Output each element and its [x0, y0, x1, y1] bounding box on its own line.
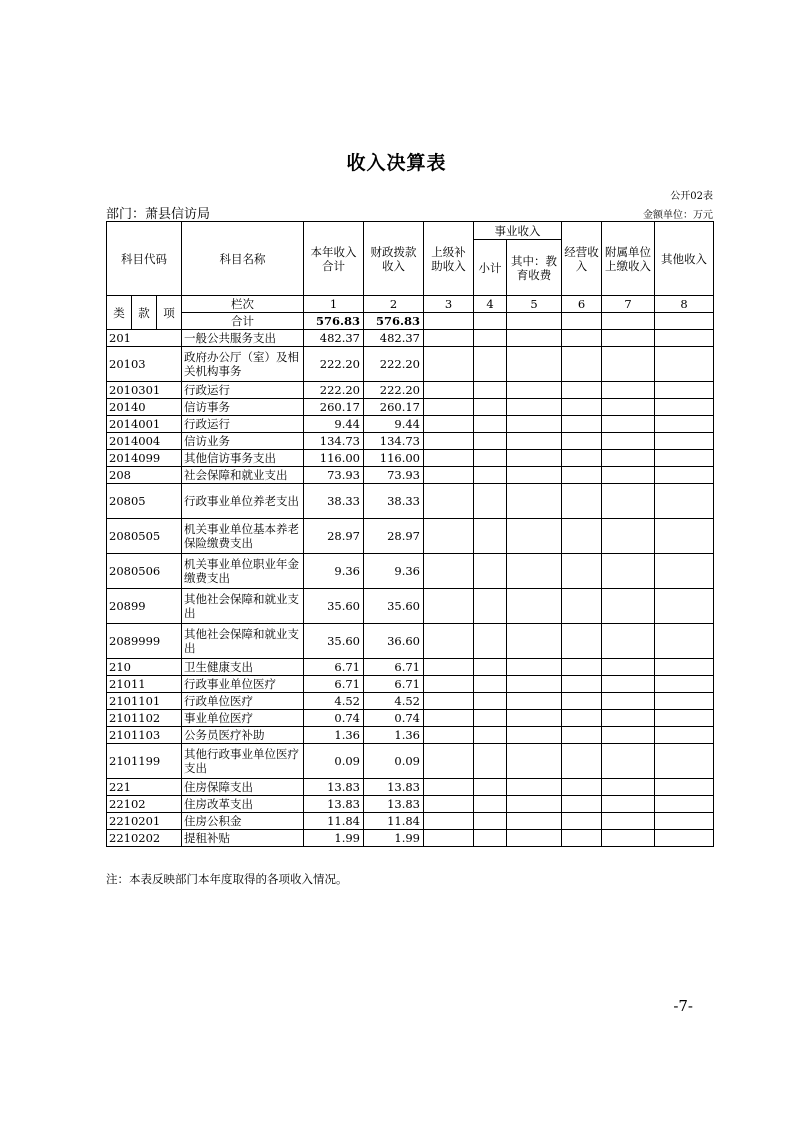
empty-cell [655, 467, 714, 484]
row-name: 信访事务 [182, 399, 304, 416]
empty-cell [562, 779, 602, 796]
empty-cell [474, 676, 507, 693]
row-code: 2210201 [107, 813, 182, 830]
empty-cell [507, 659, 562, 676]
empty-cell [424, 779, 474, 796]
empty-cell [655, 433, 714, 450]
row-name: 公务员医疗补助 [182, 727, 304, 744]
empty-cell [507, 744, 562, 779]
empty-cell [507, 382, 562, 399]
empty-cell [474, 779, 507, 796]
empty-cell [602, 382, 655, 399]
table-row [107, 727, 714, 744]
row-name: 住房公积金 [182, 813, 304, 830]
table-note: 注：本表反映部门本年度取得的各项收入情况。 [106, 872, 348, 886]
empty-cell [507, 676, 562, 693]
empty-cell [424, 347, 474, 382]
empty-cell [424, 433, 474, 450]
row-total: 35.60 [304, 589, 364, 624]
row-code: 2014004 [107, 433, 182, 450]
empty-cell [424, 399, 474, 416]
empty-cell [562, 554, 602, 589]
row-total: 73.93 [304, 467, 364, 484]
empty-cell [424, 519, 474, 554]
row-total: 0.09 [304, 744, 364, 779]
empty-cell [424, 710, 474, 727]
empty-cell [562, 676, 602, 693]
column-label: 栏次 [182, 296, 304, 313]
empty-cell [562, 484, 602, 519]
header-xiang: 项 [157, 296, 182, 330]
empty-cell [655, 624, 714, 659]
page-number: -7- [673, 997, 693, 1015]
table-row [107, 433, 714, 450]
row-name: 一般公共服务支出 [182, 330, 304, 347]
empty-cell [602, 399, 655, 416]
empty-cell [424, 744, 474, 779]
header-operating: 经营收入 [562, 222, 602, 296]
row-code: 210 [107, 659, 182, 676]
row-name: 行政事业单位医疗 [182, 676, 304, 693]
total-income-value: 576.83 [304, 313, 364, 330]
header-education: 其中：教育收费 [507, 240, 562, 296]
total-fiscal-value: 576.83 [364, 313, 424, 330]
empty-cell [655, 693, 714, 710]
row-code: 2014001 [107, 416, 182, 433]
col-num: 7 [602, 296, 655, 313]
empty-cell [655, 399, 714, 416]
table-row [107, 416, 714, 433]
empty-cell [474, 796, 507, 813]
col-num: 6 [562, 296, 602, 313]
empty-cell [507, 830, 562, 847]
empty-cell [602, 659, 655, 676]
empty-cell [562, 727, 602, 744]
row-code: 22102 [107, 796, 182, 813]
row-fiscal: 36.60 [364, 624, 424, 659]
page-title: 收入决算表 [346, 152, 447, 174]
header-business-group: 事业收入 [474, 222, 562, 240]
col-num: 4 [474, 296, 507, 313]
empty-cell [507, 519, 562, 554]
table-row [107, 382, 714, 399]
table-row [107, 779, 714, 796]
row-code: 2080506 [107, 554, 182, 589]
empty-cell [474, 484, 507, 519]
row-fiscal: 11.84 [364, 813, 424, 830]
empty-cell [474, 399, 507, 416]
row-fiscal: 9.36 [364, 554, 424, 589]
table-row [107, 659, 714, 676]
row-fiscal: 134.73 [364, 433, 424, 450]
empty-cell [562, 624, 602, 659]
table-row [107, 624, 714, 659]
table-row [107, 813, 714, 830]
empty-cell [424, 554, 474, 589]
department-label: 部门：萧县信访局 [106, 207, 211, 222]
empty-cell [562, 830, 602, 847]
row-name: 行政单位医疗 [182, 693, 304, 710]
row-code: 2210202 [107, 830, 182, 847]
empty-cell [602, 416, 655, 433]
empty-cell [602, 779, 655, 796]
row-code: 2014099 [107, 450, 182, 467]
empty-cell [602, 589, 655, 624]
header-name: 科目名称 [182, 222, 304, 296]
row-total: 35.60 [304, 624, 364, 659]
empty-cell [602, 710, 655, 727]
empty-cell [474, 433, 507, 450]
empty-cell [602, 676, 655, 693]
empty-cell [474, 589, 507, 624]
empty-cell [424, 676, 474, 693]
row-total: 482.37 [304, 330, 364, 347]
header-class: 类 [107, 296, 132, 330]
row-code: 201 [107, 330, 182, 347]
table-row [107, 796, 714, 813]
col-num: 5 [507, 296, 562, 313]
header-affiliated: 附属单位上缴收入 [602, 222, 655, 296]
empty-cell [507, 624, 562, 659]
row-total: 11.84 [304, 813, 364, 830]
empty-cell [424, 659, 474, 676]
empty-cell [562, 433, 602, 450]
empty-cell [602, 554, 655, 589]
row-name: 机关事业单位基本养老保险缴费支出 [182, 519, 304, 554]
empty-cell [602, 727, 655, 744]
row-code: 2101102 [107, 710, 182, 727]
table-row [107, 484, 714, 519]
table-row [107, 450, 714, 467]
row-name: 其他行政事业单位医疗支出 [182, 744, 304, 779]
empty-cell [562, 347, 602, 382]
empty-cell [474, 710, 507, 727]
row-name: 行政运行 [182, 382, 304, 399]
empty-cell [602, 830, 655, 847]
row-code: 20805 [107, 484, 182, 519]
row-code: 2080505 [107, 519, 182, 554]
empty-cell [602, 624, 655, 659]
row-total: 6.71 [304, 659, 364, 676]
table-row [107, 744, 714, 779]
empty-cell [562, 330, 602, 347]
empty-cell [424, 467, 474, 484]
row-total: 9.36 [304, 554, 364, 589]
row-total: 222.20 [304, 382, 364, 399]
row-code: 221 [107, 779, 182, 796]
form-number: 公开02表 [670, 191, 713, 202]
empty-cell [474, 450, 507, 467]
row-total: 13.83 [304, 779, 364, 796]
row-fiscal: 73.93 [364, 467, 424, 484]
empty-cell [655, 589, 714, 624]
empty-cell [562, 744, 602, 779]
empty-cell [507, 347, 562, 382]
empty-cell [562, 693, 602, 710]
row-fiscal: 28.97 [364, 519, 424, 554]
empty-cell [474, 659, 507, 676]
row-name: 政府办公厅（室）及相关机构事务 [182, 347, 304, 382]
empty-cell [655, 519, 714, 554]
empty-cell [655, 813, 714, 830]
empty-cell [507, 554, 562, 589]
row-fiscal: 6.71 [364, 659, 424, 676]
row-name: 住房改革支出 [182, 796, 304, 813]
empty-cell [424, 830, 474, 847]
empty-cell [562, 416, 602, 433]
table-row [107, 589, 714, 624]
row-code: 2101103 [107, 727, 182, 744]
col-num: 1 [304, 296, 364, 313]
empty-cell [507, 796, 562, 813]
row-total: 0.74 [304, 710, 364, 727]
empty-cell [424, 416, 474, 433]
col-num: 3 [424, 296, 474, 313]
header-code: 科目代码 [107, 222, 182, 296]
header-superior: 上级补助收入 [424, 222, 474, 296]
empty-cell [655, 727, 714, 744]
header-total-income: 本年收入合计 [304, 222, 364, 296]
empty-cell [602, 744, 655, 779]
empty-cell [474, 416, 507, 433]
empty-cell [474, 554, 507, 589]
table-row [107, 830, 714, 847]
empty-cell [655, 796, 714, 813]
header-other: 其他收入 [655, 222, 714, 296]
row-name: 其他社会保障和就业支出 [182, 589, 304, 624]
row-fiscal: 6.71 [364, 676, 424, 693]
col-num: 2 [364, 296, 424, 313]
empty-cell [474, 330, 507, 347]
empty-cell [424, 382, 474, 399]
table-row [107, 710, 714, 727]
row-code: 2089999 [107, 624, 182, 659]
empty-cell [562, 589, 602, 624]
table-row [107, 554, 714, 589]
table-row [107, 467, 714, 484]
row-name: 其他信访事务支出 [182, 450, 304, 467]
empty-cell [507, 467, 562, 484]
row-name: 行政运行 [182, 416, 304, 433]
empty-cell [424, 813, 474, 830]
empty-cell [655, 659, 714, 676]
empty-cell [424, 330, 474, 347]
row-name: 卫生健康支出 [182, 659, 304, 676]
row-name: 行政事业单位养老支出 [182, 484, 304, 519]
empty-cell [562, 399, 602, 416]
empty-cell [602, 796, 655, 813]
row-total: 6.71 [304, 676, 364, 693]
empty-cell [655, 830, 714, 847]
row-name: 信访业务 [182, 433, 304, 450]
empty-cell [424, 693, 474, 710]
row-fiscal: 1.99 [364, 830, 424, 847]
row-fiscal: 9.44 [364, 416, 424, 433]
empty-cell [655, 330, 714, 347]
row-fiscal: 222.20 [364, 382, 424, 399]
row-total: 38.33 [304, 484, 364, 519]
col-num: 8 [655, 296, 714, 313]
empty-cell [602, 347, 655, 382]
empty-cell [562, 519, 602, 554]
row-code: 20899 [107, 589, 182, 624]
row-total: 13.83 [304, 796, 364, 813]
empty-cell [562, 813, 602, 830]
row-name: 机关事业单位职业年金缴费支出 [182, 554, 304, 589]
empty-cell [424, 484, 474, 519]
row-fiscal: 1.36 [364, 727, 424, 744]
empty-cell [474, 744, 507, 779]
row-fiscal: 222.20 [364, 347, 424, 382]
empty-cell [655, 347, 714, 382]
empty-cell [562, 382, 602, 399]
row-total: 4.52 [304, 693, 364, 710]
empty-cell [655, 484, 714, 519]
empty-cell [424, 796, 474, 813]
empty-cell [424, 727, 474, 744]
row-fiscal: 0.74 [364, 710, 424, 727]
empty-cell [424, 450, 474, 467]
empty-cell [474, 830, 507, 847]
empty-cell [507, 779, 562, 796]
empty-cell [507, 693, 562, 710]
table-row [107, 399, 714, 416]
empty-cell [655, 450, 714, 467]
empty-cell [602, 519, 655, 554]
row-total: 116.00 [304, 450, 364, 467]
row-total: 1.36 [304, 727, 364, 744]
empty-cell [602, 693, 655, 710]
row-code: 20103 [107, 347, 182, 382]
row-fiscal: 13.83 [364, 796, 424, 813]
row-fiscal: 0.09 [364, 744, 424, 779]
amount-unit: 金额单位：万元 [643, 210, 713, 221]
empty-cell [474, 467, 507, 484]
table-row [107, 519, 714, 554]
empty-cell [507, 416, 562, 433]
row-total: 28.97 [304, 519, 364, 554]
row-code: 2101101 [107, 693, 182, 710]
empty-cell [655, 744, 714, 779]
row-fiscal: 35.60 [364, 589, 424, 624]
row-name: 住房保障支出 [182, 779, 304, 796]
empty-cell [562, 710, 602, 727]
empty-cell [507, 813, 562, 830]
row-code: 2010301 [107, 382, 182, 399]
empty-cell [602, 450, 655, 467]
row-fiscal: 116.00 [364, 450, 424, 467]
empty-cell [602, 330, 655, 347]
empty-cell [655, 710, 714, 727]
empty-cell [602, 467, 655, 484]
row-total: 260.17 [304, 399, 364, 416]
empty-cell [655, 554, 714, 589]
row-fiscal: 260.17 [364, 399, 424, 416]
row-total: 222.20 [304, 347, 364, 382]
table-row [107, 693, 714, 710]
empty-cell [474, 519, 507, 554]
row-code: 2101199 [107, 744, 182, 779]
row-name: 事业单位医疗 [182, 710, 304, 727]
empty-cell [602, 484, 655, 519]
empty-cell [655, 416, 714, 433]
empty-cell [474, 347, 507, 382]
empty-cell [424, 624, 474, 659]
row-name: 社会保障和就业支出 [182, 467, 304, 484]
table-row [107, 330, 714, 347]
header-subtotal: 小计 [474, 240, 507, 296]
income-table [106, 221, 714, 847]
row-name: 其他社会保障和就业支出 [182, 624, 304, 659]
empty-cell [424, 589, 474, 624]
empty-cell [507, 589, 562, 624]
table-row [107, 676, 714, 693]
header-kuan: 款 [132, 296, 157, 330]
row-fiscal: 482.37 [364, 330, 424, 347]
row-code: 208 [107, 467, 182, 484]
empty-cell [655, 382, 714, 399]
row-name: 提租补贴 [182, 830, 304, 847]
table-row [107, 347, 714, 382]
row-total: 9.44 [304, 416, 364, 433]
row-fiscal: 38.33 [364, 484, 424, 519]
total-label: 合计 [182, 313, 304, 330]
empty-cell [507, 450, 562, 467]
empty-cell [474, 727, 507, 744]
empty-cell [562, 796, 602, 813]
empty-cell [562, 659, 602, 676]
empty-cell [507, 727, 562, 744]
row-total: 134.73 [304, 433, 364, 450]
empty-cell [507, 484, 562, 519]
header-fiscal: 财政拨款收入 [364, 222, 424, 296]
row-total: 1.99 [304, 830, 364, 847]
empty-cell [655, 779, 714, 796]
row-code: 20140 [107, 399, 182, 416]
empty-cell [602, 433, 655, 450]
row-fiscal: 4.52 [364, 693, 424, 710]
empty-cell [507, 399, 562, 416]
empty-cell [474, 382, 507, 399]
empty-cell [562, 467, 602, 484]
row-code: 21011 [107, 676, 182, 693]
empty-cell [507, 330, 562, 347]
empty-cell [655, 676, 714, 693]
empty-cell [474, 693, 507, 710]
empty-cell [507, 710, 562, 727]
empty-cell [474, 624, 507, 659]
empty-cell [562, 450, 602, 467]
row-fiscal: 13.83 [364, 779, 424, 796]
empty-cell [474, 813, 507, 830]
empty-cell [602, 813, 655, 830]
empty-cell [507, 433, 562, 450]
